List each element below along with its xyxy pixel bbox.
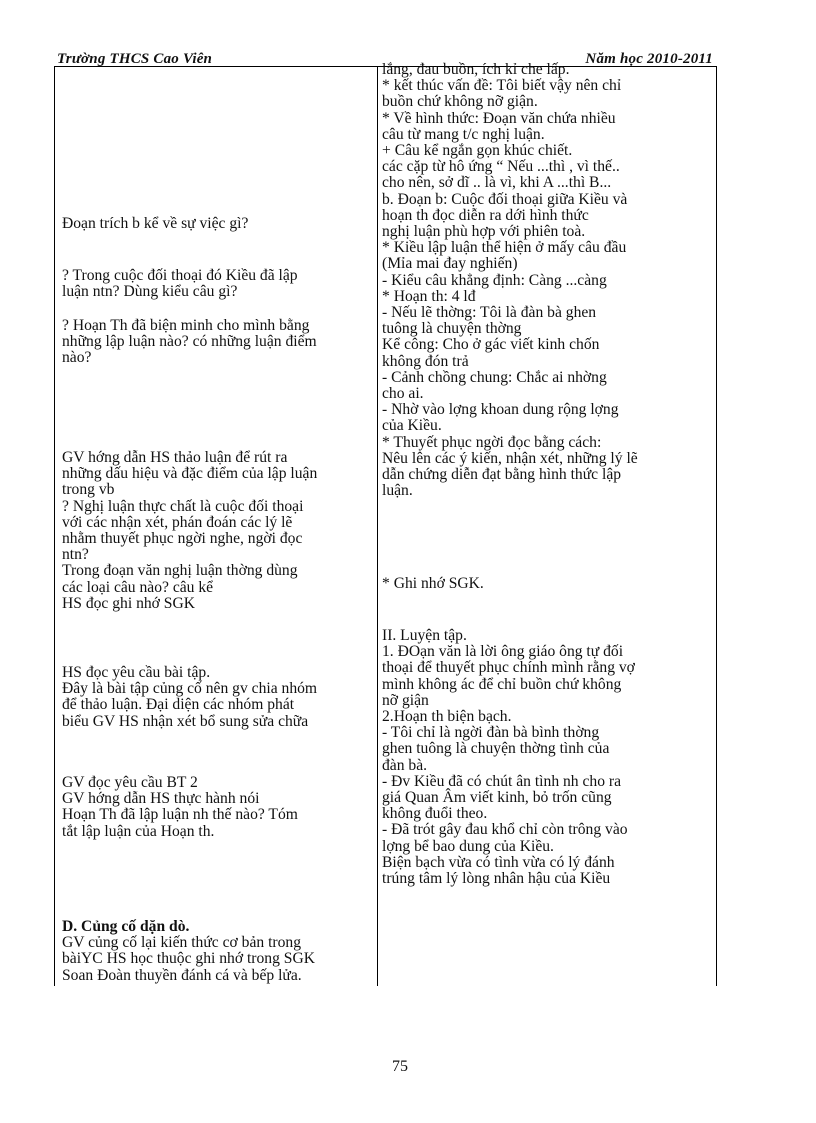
text-line: (Mỉa mai đay nghiến) [382, 255, 518, 273]
left-block-hoan-thu [62, 318, 368, 367]
text-line: cho ai. [382, 385, 424, 403]
header-year: Năm học 2010-2011 [585, 51, 713, 67]
left-block-consolidation [62, 919, 368, 984]
text-line: GV đọc yêu cầu BT 2 [62, 774, 198, 791]
text-line: b. Đoạn b: Cuộc đối thoại giữa Kiều và [382, 190, 628, 208]
text-line: tuông là chuyện thờng [382, 320, 522, 338]
text-line: * Kiều lập luận thể hiện ở mấy câu đầu [382, 239, 627, 257]
text-line: GV củng cố lại kiến thức cơ bản trong [62, 934, 301, 952]
text-line: giá Quan Âm viết kinh, bỏ trốn cũng [382, 789, 612, 807]
table-left-border [54, 66, 55, 986]
text-line: - Nhờ vào lợng khoan dung rộng lợng [382, 401, 619, 419]
text-line: bàiYC HS học thuộc ghi nhớ trong SGK [62, 950, 315, 968]
text-line: nỡ giận [382, 691, 429, 709]
text-line: của Kiều. [382, 417, 442, 435]
text-line: * Về hình thức: Đoạn văn chứa nhiều [382, 109, 616, 127]
right-column-content [382, 62, 690, 499]
text-line: tắt lập luận của Hoạn th. [62, 822, 215, 840]
text-line: đàn bà. [382, 756, 428, 774]
text-line: ntn? [62, 546, 89, 564]
text-line: GV hớng dẫn HS thảo luận để rút ra [62, 449, 288, 466]
text-line: - Tôi chỉ là ngời đàn bà bình thờng [382, 724, 600, 742]
text-line: - Cảnh chồng chung: Chắc ai nhờng [382, 368, 607, 386]
text-line: ? Hoạn Th đã biện minh cho mình bằng [62, 317, 310, 334]
text-line: nhằm thuyết phục ngời nghe, ngời đọc [62, 530, 303, 548]
text-line: trúng tâm lý lòng nhân hậu của Kiều [382, 870, 611, 888]
text-line: không đón trả [382, 352, 469, 370]
left-block-exercise-2 [62, 775, 368, 840]
text-line: những lập luận nào? có những luận điểm [62, 333, 317, 351]
text-line: trong vb [62, 481, 115, 499]
text-line: thoại để thuyết phục chính mình rằng vợ [382, 659, 635, 677]
text-line: - Đã trót gây đau khổ chỉ còn trông vào [382, 821, 628, 839]
right-practice [382, 628, 690, 887]
text-line: cho nên, sở dĩ .. là vì, khi A ...thì B... [382, 174, 612, 192]
text-line: 1. ĐOạn văn là lời ông giáo ông tự đối [382, 643, 624, 661]
text-line: - Kiểu câu khẳng định: Càng ...càng [382, 271, 607, 289]
left-block-question-b [62, 216, 368, 232]
text-line: biểu GV HS nhận xét bổ sung sửa chữa [62, 712, 309, 730]
text-line: buồn chứ không nỡ giận. [382, 93, 538, 111]
text-line: Hoạn Th đã lập luận nh thế nào? Tóm [62, 806, 298, 824]
text-line: ? Trong cuộc đối thoại đó Kiều đã lập [62, 267, 298, 284]
text-line: Đoạn trích b kể về sự việc gì? [62, 215, 249, 232]
text-line: * Ghi nhớ SGK. [382, 575, 484, 592]
text-line: Biện bạch vừa có tình vừa có lý đánh [382, 853, 615, 871]
text-line: các loại câu nào? câu kể [62, 578, 214, 596]
text-line: * Thuyết phục ngời đọc bằng cách: [382, 433, 602, 451]
text-line: Nêu lên các ý kiến, nhận xét, những lý lẽ [382, 449, 638, 467]
text-line: với các nhận xét, phán đoán các lý lẽ [62, 513, 293, 531]
text-line: nào? [62, 349, 92, 367]
text-line: Trong đoạn văn nghị luận thờng dùng [62, 562, 298, 580]
text-line: HS đọc yêu cầu bài tập. [62, 664, 211, 681]
text-line: luận. [382, 482, 413, 500]
left-block-kieu-argument [62, 268, 368, 300]
text-line: Kể công: Cho ở gác viết kinh chốn [382, 336, 600, 354]
text-line: các cặp từ hô ứng “ Nếu ...thì , vì thế.. [382, 158, 620, 176]
section-heading-d: D. Củng cố dặn dò. [62, 918, 190, 935]
text-line: mình không ác để chỉ buồn chứ không [382, 675, 622, 693]
text-line: 2.Hoạn th biện bạch. [382, 708, 512, 726]
text-line: những dấu hiệu và đặc điểm của lập luận [62, 465, 318, 483]
text-line: nghị luận phù hợp với phiên toà. [382, 223, 586, 241]
page-number: 75 [392, 1058, 408, 1075]
text-line: HS đọc ghi nhớ SGK [62, 594, 196, 612]
text-line: lắng, đau buồn, ích kỉ che lấp. [382, 61, 570, 78]
text-line: để thảo luận. Đại diện các nhóm phát [62, 696, 295, 714]
text-line: Soan Đoàn thuyền đánh cá và bếp lửa. [62, 966, 302, 984]
table-right-border [716, 66, 717, 986]
text-line: ? Nghị luận thực chất là cuộc đối thoại [62, 497, 304, 515]
left-block-discussion [62, 450, 368, 612]
text-line: luận ntn? Dùng kiểu câu gì? [62, 283, 238, 301]
text-line: + Câu kể ngắn gọn khúc chiết. [382, 142, 573, 160]
text-line: - Nếu lẽ thờng: Tôi là đàn bà ghen [382, 304, 597, 322]
text-line: câu từ mang t/c nghị luận. [382, 125, 545, 143]
text-line: * kết thúc vấn đề: Tôi biết vậy nên chỉ [382, 77, 622, 95]
text-line: II. Luyện tập. [382, 627, 467, 644]
text-line: lợng bể bao dung của Kiều. [382, 837, 554, 855]
text-line: - Đv Kiều đã có chút ân tình nh cho ra [382, 772, 622, 790]
text-line: GV hớng dẫn HS thực hành nói [62, 790, 260, 808]
text-line: Đây là bài tập củng cố nên gv chia nhóm [62, 680, 318, 698]
text-line: không đuổi theo. [382, 805, 488, 823]
text-line: ghen tuông là chuyện thờng tình của [382, 740, 610, 758]
table-column-divider [377, 66, 378, 986]
text-line: dẫn chứng diễn đạt bằng hình thức lập [382, 466, 622, 484]
text-line: hoạn th đọc diễn ra dới hình thức [382, 206, 589, 224]
right-ghi-nho [382, 576, 690, 592]
text-line: * Hoạn th: 4 lđ [382, 287, 476, 305]
left-block-exercise [62, 665, 368, 730]
header-school: Trường THCS Cao Viên [57, 51, 213, 67]
